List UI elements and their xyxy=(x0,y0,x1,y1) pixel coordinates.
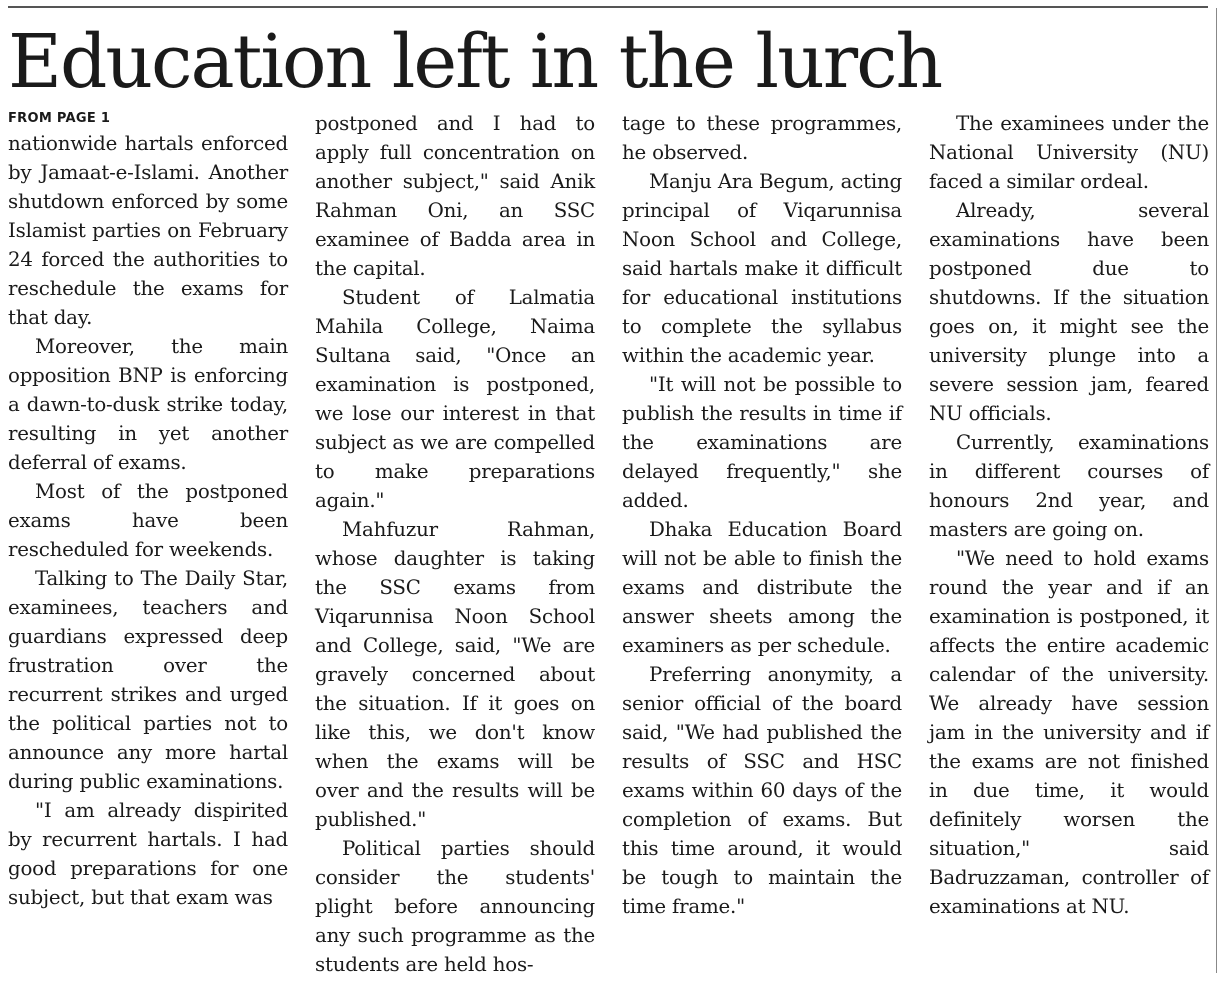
paragraph: Already, several examinations have been postponed due to shutdowns. If the situation goes on, it might see the university plunge into a severe session jam, feared NU officials. xyxy=(929,199,1209,425)
kicker-from-page-1: FROM PAGE 1 xyxy=(8,111,111,126)
paragraph: nationwide hartals enforced by Jamaat-e-Islami. Another shutdown enforced by some Islamist parties on February 24 forced the authorities to reschedule the exams for that day. xyxy=(8,132,288,329)
paragraph: "It will not be possible to publish the results in time if the examinations are delayed frequently," she added. xyxy=(622,373,902,512)
paragraph: Student of Lalmatia Mahila College, Naima Sultana said, "Once an examination is postponed, we lose our interest in that subject as we are compelled to make preparations again." xyxy=(315,286,595,512)
paragraph: tage to these programmes, he observed. xyxy=(622,112,902,164)
paragraph: postponed and I had to apply full concentration on another subject," said Anik Rahman Oni, an SSC examinee of Badda area in the capital. xyxy=(315,112,595,280)
paragraph: Preferring anonymity, a senior official of the board said, "We had published the results of SSC and HSC exams within 60 days of the completion of exams. But this time around, it would be tough to maintain the time frame." xyxy=(622,663,902,918)
top-rule xyxy=(8,6,1208,8)
paragraph: Political parties should consider the students' plight before announcing any such programme as the students are held hos- xyxy=(315,837,595,976)
article-column-3 xyxy=(622,109,902,921)
paragraph: The examinees under the National University (NU) faced a similar ordeal. xyxy=(929,112,1209,193)
paragraph: Currently, examinations in different courses of honours 2nd year, and masters are going on. xyxy=(929,431,1209,541)
paragraph: Most of the postponed exams have been rescheduled for weekends. xyxy=(8,480,288,561)
paragraph: "We need to hold exams round the year and if an examination is postponed, it affects the entire academic calendar of the university. We already have session jam in the university and if the exams are not finished in due time, it would definitely worsen the situation," said Badruzzaman, controller of examinations at NU. xyxy=(929,547,1209,918)
paragraph: Mahfuzur Rahman, whose daughter is taking the SSC exams from Viqarunnisa Noon School and College, said, "We are gravely concerned about the situation. If it goes on like this, we don't know when the exams will be over and the results will be published." xyxy=(315,518,595,831)
paragraph: Moreover, the main opposition BNP is enforcing a dawn-to-dusk strike today, resulting in yet another deferral of exams. xyxy=(8,335,288,474)
headline: Education left in the lurch xyxy=(8,19,942,105)
paragraph: Dhaka Education Board will not be able to finish the exams and distribute the answer sheets among the examiners as per schedule. xyxy=(622,518,902,657)
article-column-2 xyxy=(315,109,595,979)
paragraph: "I am already dispirited by recurrent hartals. I had good preparations for one subject, but that exam was xyxy=(8,799,288,909)
article-column-1 xyxy=(8,129,288,912)
paragraph: Talking to The Daily Star, examinees, teachers and guardians expressed deep frustration over the recurrent strikes and urged the political parties not to announce any more hartal during public examinations. xyxy=(8,567,288,793)
right-column-rule xyxy=(1216,8,1217,973)
article-column-4 xyxy=(929,109,1209,921)
paragraph: Manju Ara Begum, acting principal of Viqarunnisa Noon School and College, said hartals make it difficult for educational institutions to complete the syllabus within the academic year. xyxy=(622,170,902,367)
